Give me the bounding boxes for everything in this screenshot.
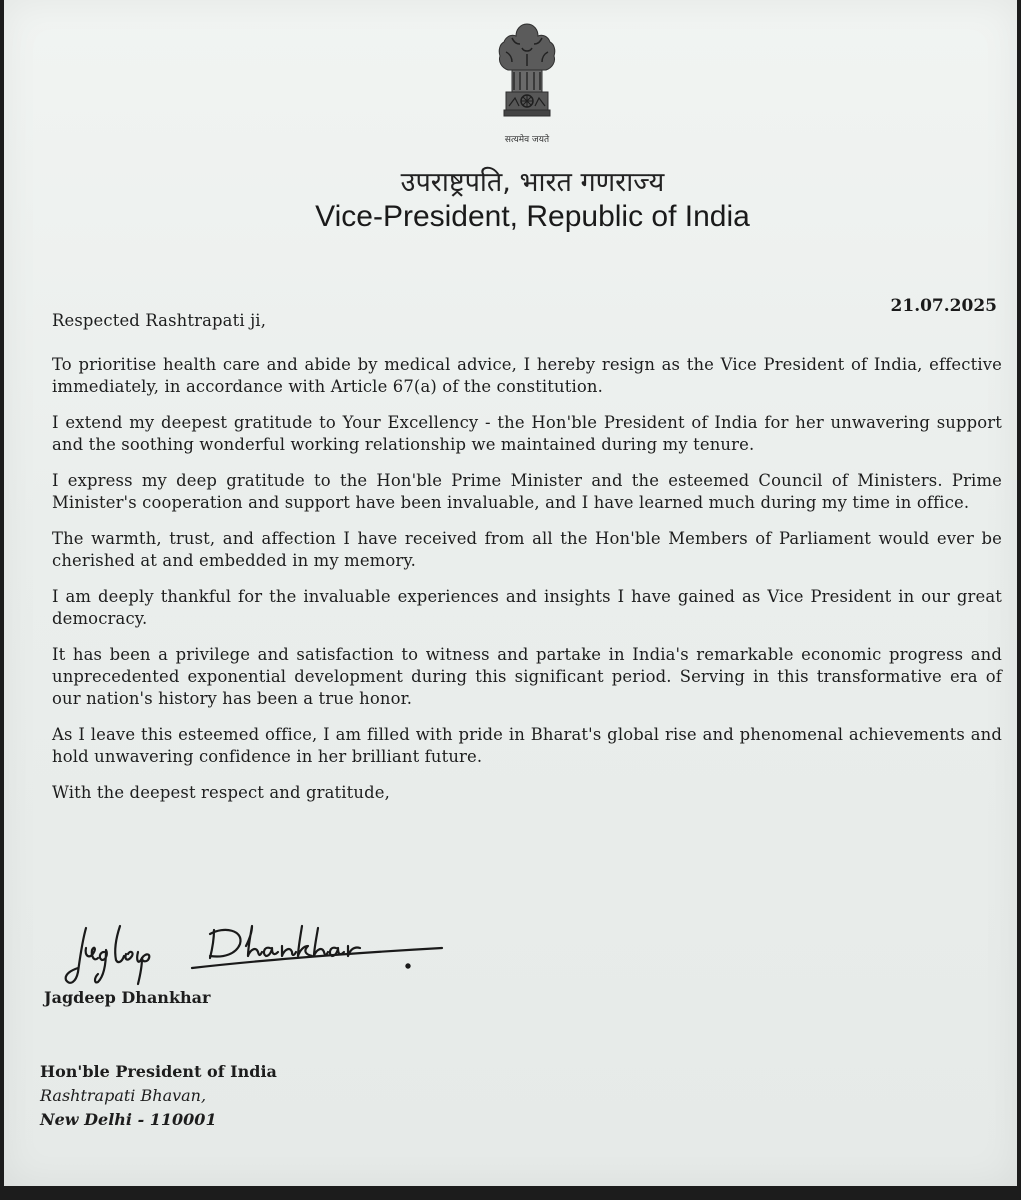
national-emblem-icon bbox=[482, 18, 572, 148]
closing-line: With the deepest respect and gratitude, bbox=[52, 783, 390, 802]
paragraph: It has been a privilege and satisfaction to witness and partake in India's remarkable economic progress and unprecedented exponential development during this significant period. Serving in this transformative era of our nation's history has been a true honor. bbox=[52, 645, 1002, 708]
signer-name: Jagdeep Dhankhar bbox=[44, 988, 211, 1007]
letter-date: 21.07.2025 bbox=[890, 296, 997, 316]
recipient-address-line: Rashtrapati Bhavan, bbox=[40, 1086, 207, 1105]
signature-icon bbox=[64, 918, 464, 998]
handwritten-signature bbox=[64, 918, 464, 998]
paragraph: The warmth, trust, and affection I have received from all the Hon'ble Members of Parliament would ever be cherished at and embedded in my memory. bbox=[52, 529, 1002, 570]
salutation: Respected Rashtrapati ji, bbox=[52, 311, 267, 330]
paragraph: I am deeply thankful for the invaluable experiences and insights I have gained as Vice President in our great democracy. bbox=[52, 587, 1002, 628]
recipient-address bbox=[40, 1060, 277, 1132]
letter-page bbox=[4, 0, 1017, 1186]
letter-body bbox=[52, 310, 1002, 818]
letterhead-title-hindi: उपराष्ट्रपति, भारत गणराज्य bbox=[400, 167, 665, 198]
lion-capital-icon bbox=[482, 18, 572, 130]
letterhead-title-english: Vice-President, Republic of India bbox=[315, 200, 750, 233]
recipient-title: Hon'ble President of India bbox=[40, 1062, 277, 1081]
paragraph: I extend my deepest gratitude to Your Excellency - the Hon'ble President of India for her unwavering support and the soothing wonderful working relationship we maintained during my tenure. bbox=[52, 413, 1002, 454]
recipient-city: New Delhi - 110001 bbox=[40, 1110, 217, 1129]
paragraph: I express my deep gratitude to the Hon'ble Prime Minister and the esteemed Council of Ministers. Prime Minister's cooperation and support have been invaluable, and I have learned much during my time in office. bbox=[52, 471, 1002, 512]
paragraph: To prioritise health care and abide by medical advice, I hereby resign as the Vice President of India, effective immediately, in accordance with Article 67(a) of the constitution. bbox=[52, 355, 1002, 396]
emblem-motto: सत्यमेव जयते bbox=[504, 135, 550, 145]
paragraph: As I leave this esteemed office, I am filled with pride in Bharat's global rise and phenomenal achievements and hold unwavering confidence in her brilliant future. bbox=[52, 725, 1002, 766]
